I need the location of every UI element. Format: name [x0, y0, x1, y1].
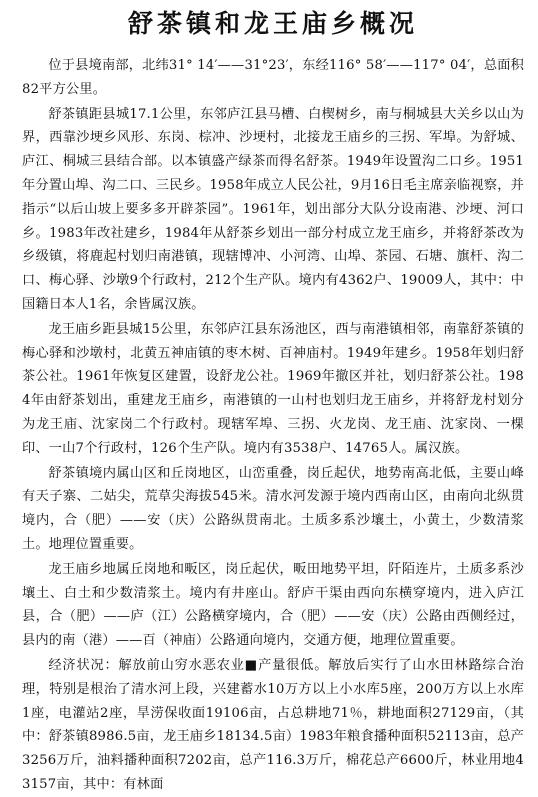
paragraph-economy: 经济状况：解放前山穷水恶农业■产量很低。解放后实行了山水田林路综合治理，特别是根治了清水河上段，兴建蓄水10万方以上小水库5座，200万方以上水库 1座，电灌站2座，旱涝保收面19106亩，占总耕地71％，耕地面积27129亩，（其中：舒茶镇8986.5亩，龙王庙乡18134.5亩）1983年粮食播种面积52113亩，总产3256万斤，油料播种面积7202亩，总产116.3万斤，棉花总产6600斤，林业用地43157亩，其中：有林面	[22, 657, 524, 792]
document-title: 舒茶镇和龙王庙乡概况	[127, 9, 418, 38]
paragraph-shucha-town: 舒茶镇距县城17.1公里，东邻庐江县马槽、白楔树乡，南与桐城县大关乡以山为界，西靠沙埂乡风形、东岗、棕冲、沙埂村，北接龙王庙乡的三拐、军埠。为舒城、庐江、桐城三县结合部。以本镇盛产绿茶而得名舒茶。1949年设置沟二口乡。1951年分置山埠、沟二口、三民乡。1958年成立人民公社，9月16日毛主席亲临视察，并指示“以后山坡上要多多开辟茶园”。1961年，划出部分大队分设南港、沙埂、河口乡。1983年改社建乡，1984年从舒茶乡划出一部分村成立龙王庙乡，并将舒茶改为乡级镇，将鹿起村划归南港镇，现辖博冲、小河湾、山埠、茶园、石塘、旗杆、沟二口、梅心驿、沙墩9个行政村，212个生产队。境内有4362户、19009人，其中：中国籍日本人1名，余皆属汉族。	[22, 106, 524, 312]
paragraph-longwangmiao-terrain: 龙王庙乡地属丘岗地和畈区，岗丘起伏，畈田地势平坦，阡陌连片，土质多系沙壤土、白土和少数清浆土。境内有井座山。舒庐干渠由西向东横穿境内，进入庐江县，合（肥）——庐（江）公路横穿境内，合（肥）——安（庆）公路由西侧经过，县内的南（港）——百（神庙）公路通向境内，交通方便，地理位置重要。	[22, 561, 524, 649]
paragraph-longwangmiao-township: 龙王庙乡距县城15公里，东邻庐江县东汤池区，西与南港镇相邻，南靠舒茶镇的梅心驿和沙墩村，北黄五神庙镇的枣木树、百神庙村。1949年建乡。1958年划归舒茶公社。1961年恢复区建置，设舒龙公社。1969年撤区并社，划归舒茶公社。1984年由舒茶划出，重建龙王庙乡，南港镇的一山村也划归龙王庙乡，并将舒龙村划分为龙王庙、沈家岗二个行政村。现辖军埠、三拐、火龙岗、龙王庙、沈家岗、一棵印、一山7个行政村，126个生产队。境内有3538户、14765人。属汉族。	[22, 321, 524, 456]
paragraph-location: 位于县境南部，北纬31° 14′——31°23′，东经116° 58′——117° 04′，总面积82平方公里。	[22, 58, 524, 97]
paragraph-shucha-terrain: 舒茶镇境内属山区和丘岗地区，山峦重叠，岗丘起伏，地势南高北低，主要山峰有天子寨、二姑尖，荒草尖海拔545米。清水河发源于境内西南山区，由南向北纵贯境内，合（肥）——安（庆）公路纵贯南北。土质多系沙壤土，小黄土，少数清浆土。地理位置重要。	[22, 465, 524, 552]
